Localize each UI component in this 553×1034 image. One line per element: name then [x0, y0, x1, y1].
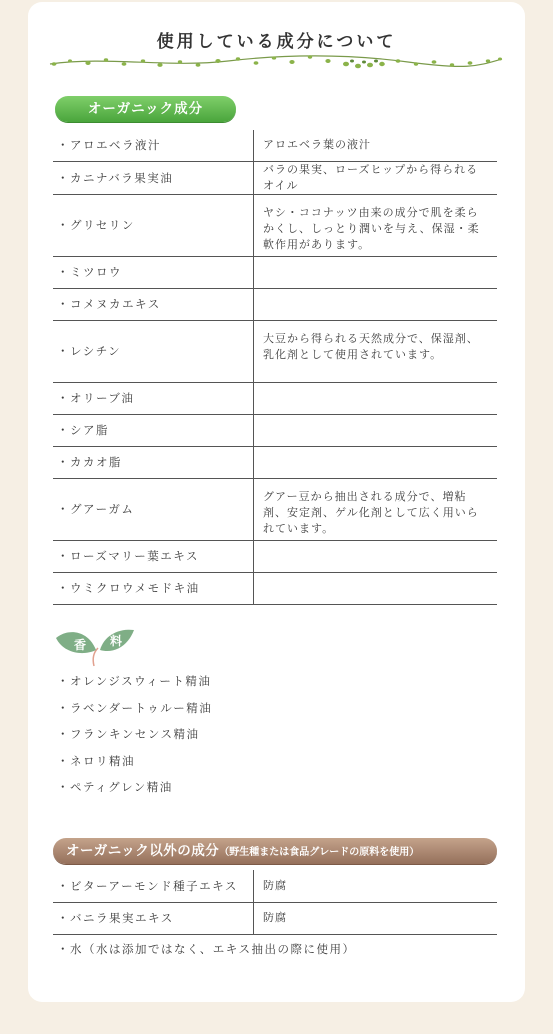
fragrance-list — [57, 668, 212, 801]
ingredient-description: ヤシ・ココナッツ由来の成分で肌を柔らかくし、しっとり潤いを与え、保湿・柔軟作用があります。 — [254, 194, 498, 256]
ingredient-description — [254, 572, 498, 604]
non-organic-heading-text: オーガニック以外の成分 — [66, 843, 220, 859]
ingredient-name: ・レシチン — [53, 320, 254, 382]
non-organic-table-row — [53, 902, 497, 934]
ingredient-description — [254, 446, 498, 478]
fragrance-leaf-badge-icon — [54, 626, 138, 670]
organic-table-row — [53, 540, 497, 572]
non-organic-heading-note: （野生種または食品グレードの原料を使用） — [219, 847, 420, 858]
organic-table-row — [53, 256, 497, 288]
ingredient-name: ・オリーブ油 — [53, 382, 254, 414]
fragrance-list-item: ・ペティグレン精油 — [57, 780, 173, 794]
ingredient-name: ・バニラ果実エキス — [53, 902, 254, 934]
ingredient-name: ・カカオ脂 — [53, 446, 254, 478]
ingredient-description — [254, 256, 498, 288]
organic-table-row — [53, 161, 497, 194]
ingredient-description — [254, 288, 498, 320]
ingredient-description: 大豆から得られる天然成分で、保湿剤、乳化剤として使用されています。 — [254, 320, 498, 382]
fragrance-list-item: ・ラベンダートゥルー精油 — [57, 700, 213, 715]
organic-ingredients-table — [53, 130, 497, 605]
ingredient-description — [254, 414, 498, 446]
organic-table-row — [53, 130, 497, 161]
non-organic-ingredients-table — [53, 870, 497, 935]
water-note: ・水（水は添加ではなく、エキス抽出の際に使用） — [57, 942, 356, 956]
fragrance-badge-char-left: 香 — [73, 638, 87, 652]
organic-table-row — [53, 572, 497, 604]
fragrance-list-item: ・ネロリ精油 — [57, 753, 135, 768]
ingredient-description: バラの果実、ローズヒップから得られるオイル — [254, 161, 498, 194]
ingredient-name: ・コメヌカエキス — [53, 288, 254, 320]
ingredient-name: ・ミツロウ — [53, 256, 254, 288]
ingredient-name: ・ビターアーモンド種子エキス — [53, 870, 254, 902]
ingredient-name: ・シア脂 — [53, 414, 254, 446]
organic-table-row — [53, 382, 497, 414]
ingredient-description: グアー豆から抽出される成分で、増粘剤、安定剤、ゲル化剤として広く用いられています。 — [254, 478, 498, 540]
ingredient-purpose: 防腐 — [254, 902, 498, 934]
non-organic-table-row — [53, 870, 497, 902]
page-title: 使用している成分について — [156, 32, 397, 52]
ingredient-name: ・アロエベラ液汁 — [53, 130, 254, 161]
fragrance-badge-char-right: 料 — [109, 634, 123, 648]
ingredient-name: ・グアーガム — [53, 478, 254, 540]
fragrance-list-item: ・オレンジスウィート精油 — [57, 674, 212, 688]
ingredient-description: アロエベラ葉の液汁 — [254, 130, 498, 161]
ingredient-purpose: 防腐 — [254, 870, 498, 902]
vine-divider-icon — [48, 52, 504, 72]
non-organic-section-heading — [53, 838, 497, 864]
fragrance-list-item: ・フランキンセンス精油 — [57, 727, 200, 741]
ingredient-name: ・グリセリン — [53, 194, 254, 256]
ingredient-description — [254, 540, 498, 572]
organic-table-row — [53, 478, 497, 540]
ingredient-name: ・ローズマリー葉エキス — [53, 540, 254, 572]
organic-table-row — [53, 320, 497, 382]
organic-table-row — [53, 414, 497, 446]
ingredient-name: ・ウミクロウメモドキ油 — [53, 572, 254, 604]
organic-table-row — [53, 288, 497, 320]
organic-section-heading: オーガニック成分 — [55, 96, 236, 122]
organic-table-row — [53, 194, 497, 256]
ingredient-name: ・カニナバラ果実油 — [53, 161, 254, 194]
ingredient-description — [254, 382, 498, 414]
organic-table-row — [53, 446, 497, 478]
